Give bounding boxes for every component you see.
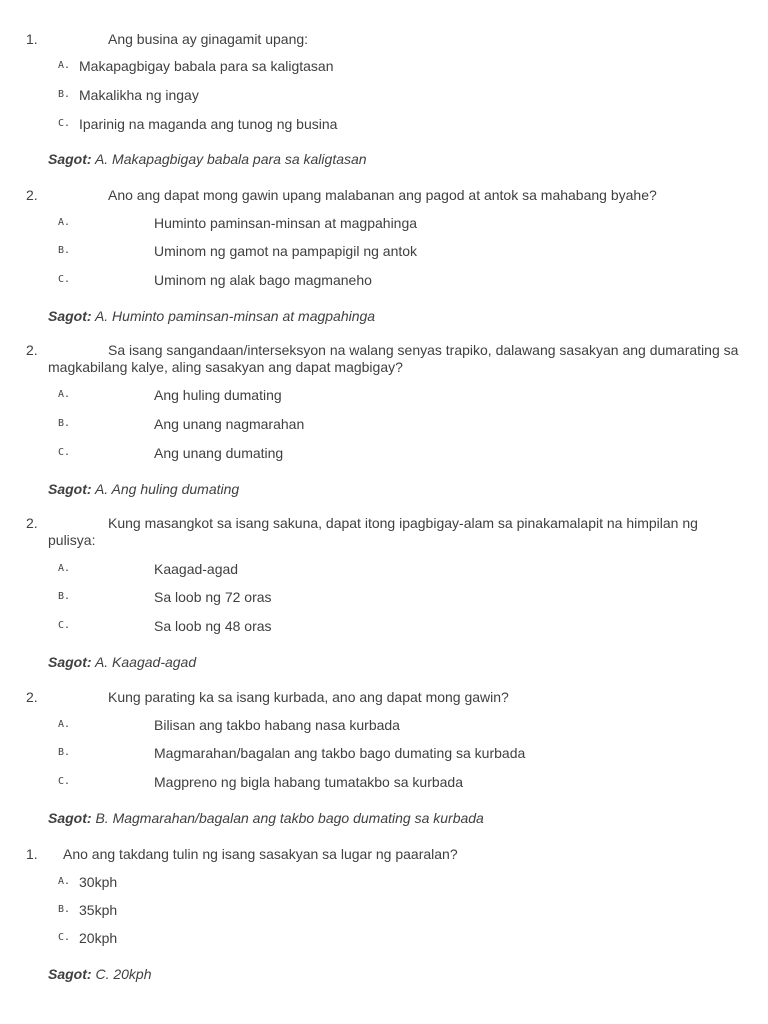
option-letter: B.: [58, 904, 71, 915]
answer-label: Sagot:: [48, 654, 92, 670]
option-letter: B.: [58, 747, 71, 758]
answer-line: [48, 480, 239, 498]
answer-label: Sagot:: [48, 151, 92, 167]
question-number: 2.: [26, 515, 38, 531]
option-text: Sa loob ng 72 oras: [154, 589, 272, 605]
answer-label: Sagot:: [48, 966, 92, 982]
answer-option: [0, 716, 768, 734]
answer-option: [0, 588, 768, 606]
question-text: Kung parating ka sa isang kurbada, ano ang dapat mong gawin?: [108, 689, 509, 705]
option-text: 35kph: [79, 902, 118, 918]
question-number: 2.: [26, 342, 38, 358]
option-text: Magpreno ng bigla habang tumatakbo sa kurbada: [154, 774, 463, 790]
option-letter: A.: [58, 719, 71, 730]
option-letter: C.: [58, 620, 71, 631]
answer-option: [0, 242, 768, 260]
answer-text: A. Makapagbigay babala para sa kaligtasan: [94, 151, 367, 167]
option-letter: A.: [58, 563, 71, 574]
answer-text: A. Ang huling dumating: [94, 481, 240, 497]
answer-option: [0, 744, 768, 762]
option-letter: C.: [58, 118, 71, 129]
answer-label: Sagot:: [48, 481, 92, 497]
answer-option: [0, 873, 768, 891]
answer-option: [0, 901, 768, 919]
option-letter: C.: [58, 447, 71, 458]
option-letter: C.: [58, 274, 71, 285]
option-text: Kaagad-agad: [154, 561, 239, 577]
question-block: [0, 30, 768, 48]
question-text: Ano ang dapat mong gawin upang malabanan ang pagod at antok sa mahabang byahe?: [108, 187, 657, 203]
question-number: 2.: [26, 689, 38, 705]
answer-option: [0, 214, 768, 232]
question-text: Ano ang takdang tulin ng isang sasakyan sa lugar ng paaralan?: [63, 846, 458, 862]
option-text: Uminom ng gamot na pampapigil ng antok: [154, 243, 418, 259]
answer-option: [0, 617, 768, 635]
answer-option: [0, 386, 768, 404]
option-letter: A.: [58, 217, 71, 228]
answer-option: [0, 773, 768, 791]
option-text: Ang huling dumating: [154, 387, 282, 403]
answer-line: [48, 653, 196, 671]
answer-text: A. Huminto paminsan-minsan at magpahinga: [94, 308, 376, 324]
question-text: Kung masangkot sa isang sakuna, dapat itong ipagbigay-alam sa pinakamalapit na himpilan ng pulisya:: [48, 515, 698, 548]
answer-text: C. 20kph: [95, 966, 152, 982]
question-line: [0, 30, 768, 48]
question-line: [0, 186, 768, 204]
option-text: 30kph: [79, 874, 118, 890]
answer-option: [0, 57, 768, 75]
option-text: Magmarahan/bagalan ang takbo bago dumating sa kurbada: [154, 745, 526, 761]
question-line: [0, 688, 768, 706]
question-number: 1.: [26, 846, 38, 862]
option-letter: A.: [58, 876, 71, 887]
question-number: 2.: [26, 187, 38, 203]
option-letter: C.: [58, 776, 71, 787]
option-text: Ang unang nagmarahan: [154, 416, 305, 432]
answer-label: Sagot:: [48, 810, 92, 826]
answer-text: A. Kaagad-agad: [94, 654, 197, 670]
answer-option: [0, 444, 768, 462]
question-block: [0, 845, 768, 863]
question-text: Sa isang sangandaan/interseksyon na walang senyas trapiko, dalawang sasakyan ang dumarating sa magkabilang kalye, aling sasakyan ang dapat magbigay?: [48, 342, 739, 375]
answer-option: [0, 560, 768, 578]
answer-option: [0, 929, 768, 947]
answer-option: [0, 115, 768, 133]
answer-text: B. Magmarahan/bagalan ang takbo bago dumating sa kurbada: [95, 810, 484, 826]
answer-line: [48, 965, 152, 983]
option-letter: A.: [58, 60, 71, 71]
option-text: Sa loob ng 48 oras: [154, 618, 272, 634]
option-text: Bilisan ang takbo habang nasa kurbada: [154, 717, 400, 733]
option-text: 20kph: [79, 930, 118, 946]
answer-line: [48, 307, 375, 325]
answer-line: [48, 150, 367, 168]
answer-option: [0, 271, 768, 289]
question-line: [0, 845, 768, 863]
question-block: [0, 342, 768, 378]
question-number: 1.: [26, 31, 38, 47]
option-letter: C.: [58, 932, 71, 943]
option-letter: B.: [58, 89, 71, 100]
answer-option: [0, 86, 768, 104]
option-letter: B.: [58, 245, 71, 256]
question-block: [0, 186, 768, 204]
answer-option: [0, 415, 768, 433]
option-text: Makapagbigay babala para sa kaligtasan: [79, 58, 334, 74]
option-letter: B.: [58, 418, 71, 429]
question-block: [0, 688, 768, 706]
option-letter: B.: [58, 591, 71, 602]
option-letter: A.: [58, 389, 71, 400]
option-text: Makalikha ng ingay: [79, 87, 199, 103]
option-text: Ang unang dumating: [154, 445, 284, 461]
answer-label: Sagot:: [48, 308, 92, 324]
answer-line: [48, 809, 484, 827]
question-text: Ang busina ay ginagamit upang:: [108, 31, 309, 47]
question-block: [0, 515, 768, 551]
option-text: Iparinig na maganda ang tunog ng busina: [79, 116, 338, 132]
option-text: Uminom ng alak bago magmaneho: [154, 272, 372, 288]
option-text: Huminto paminsan-minsan at magpahinga: [154, 215, 418, 231]
